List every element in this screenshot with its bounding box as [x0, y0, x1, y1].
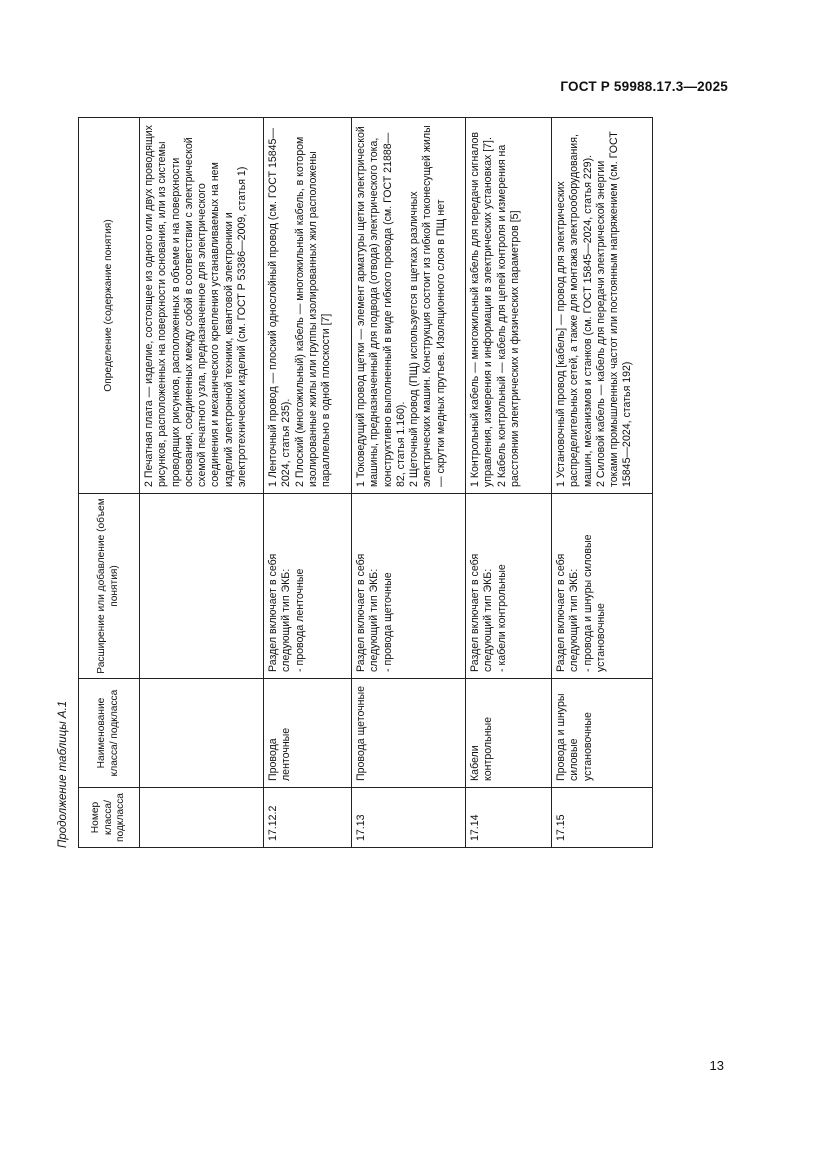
- extension-item: - провода и шнуры силовые установочные: [581, 534, 607, 672]
- cell-definition: [552, 118, 653, 494]
- cell-extension: [466, 494, 552, 679]
- cell-definition: [466, 118, 552, 494]
- table-continuation-caption: Продолжение таблицы А.1: [57, 700, 69, 848]
- cell-number: 17.15: [552, 788, 653, 848]
- definition-text: 2 Плоский (многожильный) кабель — многожильный кабель, в котором изолированные жилы или группы изолированных жил расположены параллельно в одной плоскости [7]: [293, 136, 333, 487]
- definition-text: 2 Щеточный провод (ПЩ) используется в щетках различных электрических машин. Конструкция состоит из гибкой токонесущей жилы — скрутки медных прутьев. Изоляционного слоя в ПЩ нет: [408, 125, 447, 487]
- definition-text: 2 Кабель контрольный — кабель для цепей контроля и измерения на расстоянии электрических и физических параметров [5]: [495, 144, 521, 487]
- cell-extension: [264, 494, 352, 679]
- column-header-extension: Расширение или добавление (объем понятия): [79, 494, 140, 679]
- cell-extension: [552, 494, 653, 679]
- cell-name: [140, 679, 264, 788]
- cell-name: Провода и шнуры силовые установочные: [552, 679, 653, 788]
- table-header-row: [79, 118, 140, 848]
- table-row: [140, 118, 264, 848]
- definition-text: 1 Ленточный провод — плоский однослойный провод (см. ГОСТ 15845—2024, статья 235).: [267, 127, 293, 487]
- definition-text: 1 Контрольный кабель — многожильный кабель для передачи сигналов управления, измерения и информации в электрических установках [7].: [469, 131, 495, 487]
- cell-number: 17.12.2: [264, 788, 352, 848]
- cell-number: [140, 788, 264, 848]
- column-header-number: Номер класса/ подкласса: [79, 788, 140, 848]
- definition-text: 2 Силовой кабель — кабель для передачи электрической энергии токами промышленных частот или постоянным напряжением (см. ГОСТ 15845—2024, статья 192): [594, 131, 634, 487]
- table-row: [352, 118, 466, 848]
- standard-header: ГОСТ Р 59988.17.3—2025: [560, 79, 728, 94]
- cell-extension: [352, 494, 466, 679]
- cell-name: Кабели контрольные: [466, 679, 552, 788]
- column-header-name: Наименование класса/ подкласса: [79, 679, 140, 788]
- definition-text: 1 Установочный провод [кабель] — провод для электрических распределительных сетей, а также для монтажа электрооборудования, машин, механизмов и станков (см. ГОСТ 15845—2024, статья 229).: [555, 134, 594, 487]
- table-row: [466, 118, 552, 848]
- cell-definition: [264, 118, 352, 494]
- cell-number: 17.13: [352, 788, 466, 848]
- cell-name: Провода ленточные: [264, 679, 352, 788]
- extension-text: Раздел включает в себя следующий тип ЭКБ:: [469, 553, 495, 672]
- extension-item: - провода щеточные: [381, 572, 394, 672]
- cell-definition: [352, 118, 466, 494]
- page-number: 13: [709, 1058, 724, 1073]
- definitions-table: [78, 117, 653, 848]
- extension-item: - кабели контрольные: [495, 564, 508, 672]
- definition-text: 1 Токоведущий провод щетки — элемент арматуры щетки электрической машины, предназначенный для подвода (отвода) электрического тока, конструктивно выполненный в виде гибкого провода (см. ГОСТ 21888—82, статья 1.160).: [355, 126, 407, 487]
- cell-number: 17.14: [466, 788, 552, 848]
- extension-item: - провода ленточные: [293, 568, 306, 672]
- table-row: [552, 118, 653, 848]
- cell-extension: [140, 494, 264, 679]
- cell-definition: [140, 118, 264, 494]
- column-header-definition: Определение (содержание понятия): [79, 118, 140, 494]
- extension-text: Раздел включает в себя следующий тип ЭКБ:: [555, 553, 581, 672]
- extension-text: Раздел включает в себя следующий тип ЭКБ:: [355, 553, 381, 672]
- extension-text: Раздел включает в себя следующий тип ЭКБ:: [267, 553, 293, 672]
- table-row: [264, 118, 352, 848]
- cell-name: Провода щеточные: [352, 679, 466, 788]
- rotated-table-block: [56, 118, 646, 848]
- definition-text: 2 Печатная плата — изделие, состоящее из одного или двух проводящих рисунков, расположенных на поверхности основания, или из системы проводящих рисунков, расположенных в объеме и на поверхности основания, соединенных между собой в соответствии с электрической схемой печатного узла, предназначенное для электрического соединения и механического крепления устанавливаемых на нем изделий электронной техники, квантовой электроники и электротехнических изделий (см. ГОСТ Р 53386—2009, статья 1): [143, 125, 249, 487]
